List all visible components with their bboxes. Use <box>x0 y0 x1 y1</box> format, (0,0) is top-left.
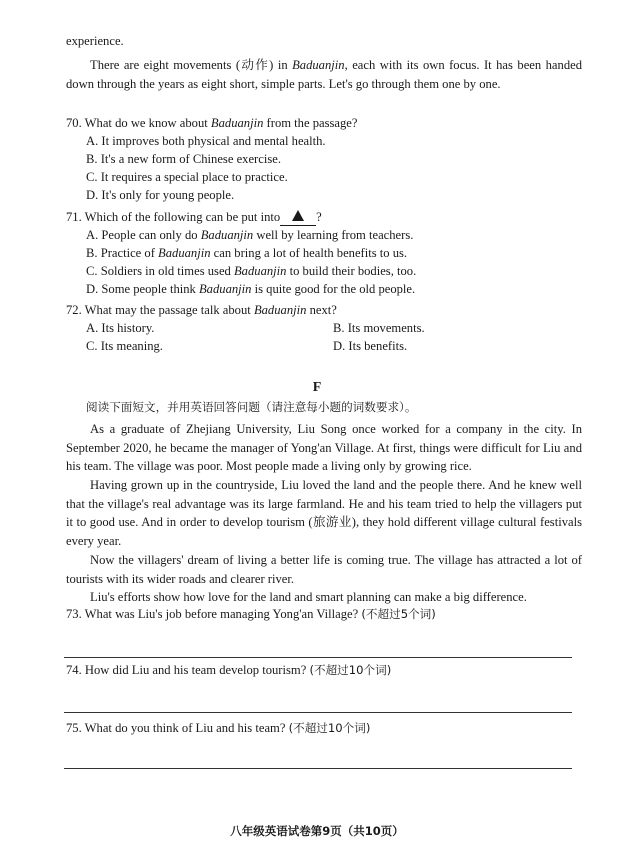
q72-option-c: C. Its meaning. <box>86 339 163 353</box>
passage-f-paragraph-3: Now the villagers' dream of living a better life is coming true. The village has attracted a lot of tourists with its wider roads and clearer river. <box>66 553 582 586</box>
q72-option-b: B. Its movements. <box>333 321 425 335</box>
q71-option-c: C. Soldiers in old times used Baduanjin to build their bodies, too. <box>86 264 417 278</box>
q70-stem-pre: 70. What do we know about <box>66 116 211 130</box>
section-f-title: F <box>312 380 322 395</box>
q72-option-a: A. Its history. <box>86 321 155 335</box>
passage-line-experience: experience. <box>66 34 124 48</box>
q70-stem-italic: Baduanjin <box>210 116 264 130</box>
passage-paragraph-movements <box>66 56 582 93</box>
q74-word-limit: (不超过10个词) <box>309 663 392 677</box>
q70-option-d: D. It's only for young people. <box>86 188 235 202</box>
q72-stem-pre: 72. What may the passage talk about <box>66 303 254 317</box>
q71-stem-post: ? <box>316 210 322 224</box>
q75-text: 75. What do you think of Liu and his team? <box>66 721 286 735</box>
section-f-instruction: 阅读下面短文，并用英语回答问题（请注意每小题的词数要求）。 <box>86 400 417 414</box>
passage-f-paragraph-4: Liu's efforts show how love for the land and smart planning can make a big difference. <box>90 590 527 604</box>
q74-text: 74. How did Liu and his team develop tourism? <box>66 663 307 677</box>
q75-answer-line[interactable] <box>64 768 572 769</box>
q71-option-d: D. Some people think Baduanjin is quite good for the old people. <box>86 282 416 296</box>
q75-word-limit: (不超过10个词) <box>288 721 371 735</box>
q70-option-c: C. It requires a special place to practice. <box>86 170 288 184</box>
question-72-stem <box>66 303 337 319</box>
question-73 <box>66 607 436 623</box>
q71-option-b: B. Practice of Baduanjin can bring a lot of health benefits to us. <box>86 246 408 260</box>
q71-option-a: A. People can only do Baduanjin well by learning from teachers. <box>86 228 414 242</box>
q70-option-a: A. It improves both physical and mental health. <box>86 134 326 148</box>
q73-word-limit: (不超过5个词) <box>361 607 436 621</box>
q72-stem-italic: Baduanjin <box>253 303 307 317</box>
q73-answer-line[interactable] <box>64 657 572 658</box>
passage-f-paragraph-1: As a graduate of Zhejiang University, Liu Song once worked for a company in the city. In September 2020, he became the manager of Yong'an Village. At first, things were difficult for Liu and his team. The village was poor. Most people made a living only by growing rice. <box>66 422 582 474</box>
q74-answer-line[interactable] <box>64 712 572 713</box>
question-71-stem <box>66 210 322 227</box>
question-70-stem <box>66 116 357 132</box>
passage-f-paragraph-2: Having grown up in the countryside, Liu loved the land and the people there. And he knew well that the village's real advantage was its large farmland. He and his team tried to help the villagers put it to good use. And in order to develop tourism (旅游业), they hold different village cultural festivals every year. <box>66 478 582 548</box>
question-74 <box>66 663 391 679</box>
q70-option-b: B. It's a new form of Chinese exercise. <box>86 152 281 166</box>
q72-option-d: D. Its benefits. <box>333 339 408 353</box>
q71-blank-triangle-icon <box>280 209 316 226</box>
q70-stem-post: from the passage? <box>263 116 358 130</box>
movements-text: There are eight movements (动作) in Baduanjin, each with its own focus. It has been handed down through the years as eight short, simple parts. Let's go through them one by one. <box>66 58 582 91</box>
question-75 <box>66 721 370 737</box>
q71-stem-pre: 71. Which of the following can be put into <box>66 210 281 224</box>
q72-stem-post: next? <box>306 303 337 317</box>
q73-text: 73. What was Liu's job before managing Yong'an Village? <box>66 607 359 621</box>
page-footer: 八年级英语试卷第9页（共10页） <box>230 824 404 838</box>
